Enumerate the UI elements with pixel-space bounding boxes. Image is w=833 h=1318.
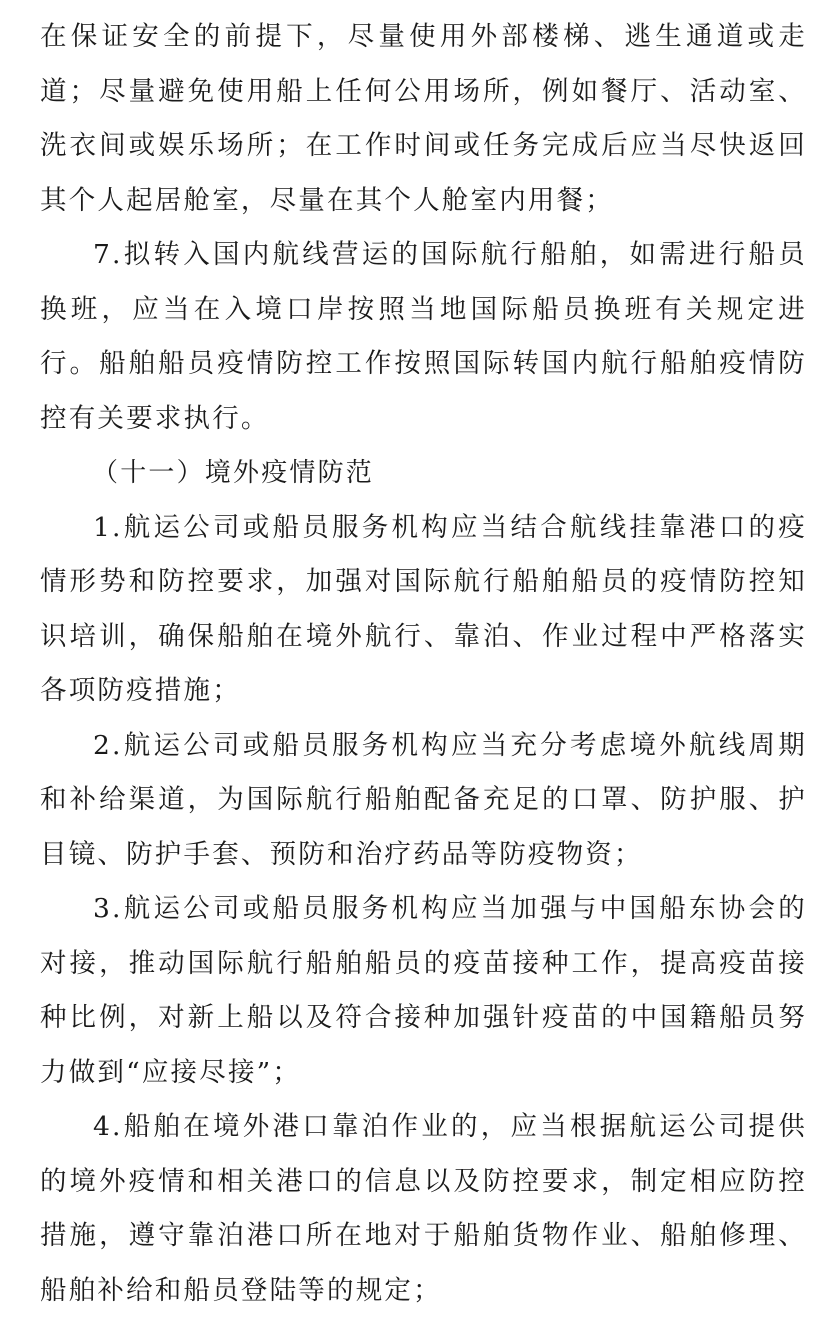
paragraph-item-4: 4.船舶在境外港口靠泊作业的，应当根据航运公司提供的境外疫情和相关港口的信息以及防控要求，制定相应防控措施，遵守靠泊港口所在地对于船舶货物作业、船舶修理、船舶补给和船员登陆等的规定； — [40, 1111, 807, 1306]
paragraph-item-2: 2.航运公司或船员服务机构应当充分考虑境外航线周期和补给渠道，为国际航行船舶配备充足的口罩、防护服、护目镜、防护手套、预防和治疗药品等防疫物资； — [40, 729, 807, 870]
paragraph-onboard-precautions: 在保证安全的前提下，尽量使用外部楼梯、逃生通道或走道；尽量避免使用船上任何公用场所，例如餐厅、活动室、洗衣间或娱乐场所；在工作时间或任务完成后应当尽快返回其个人起居舱室，尽量在其个人舱室内用餐； — [40, 21, 807, 216]
paragraph-item-1: 1.航运公司或船员服务机构应当结合航线挂靠港口的疫情形势和防控要求，加强对国际航行船舶船员的疫情防控知识培训，确保船舶在境外航行、靠泊、作业过程中严格落实各项防疫措施； — [40, 511, 807, 706]
section-heading-11: （十一）境外疫情防范 — [92, 458, 375, 488]
paragraph-item-3: 3.航运公司或船员服务机构应当加强与中国船东协会的对接，推动国际航行船舶船员的疫苗接种工作，提高疫苗接种比例，对新上船以及符合接种加强针疫苗的中国籍船员努力做到“应接尽接”； — [40, 893, 807, 1088]
paragraph-item-7: 7.拟转入国内航线营运的国际航行船舶，如需进行船员换班，应当在入境口岸按照当地国际船员换班有关规定进行。船舶船员疫情防控工作按照国际转国内航行船舶疫情防控有关要求执行。 — [40, 239, 807, 434]
